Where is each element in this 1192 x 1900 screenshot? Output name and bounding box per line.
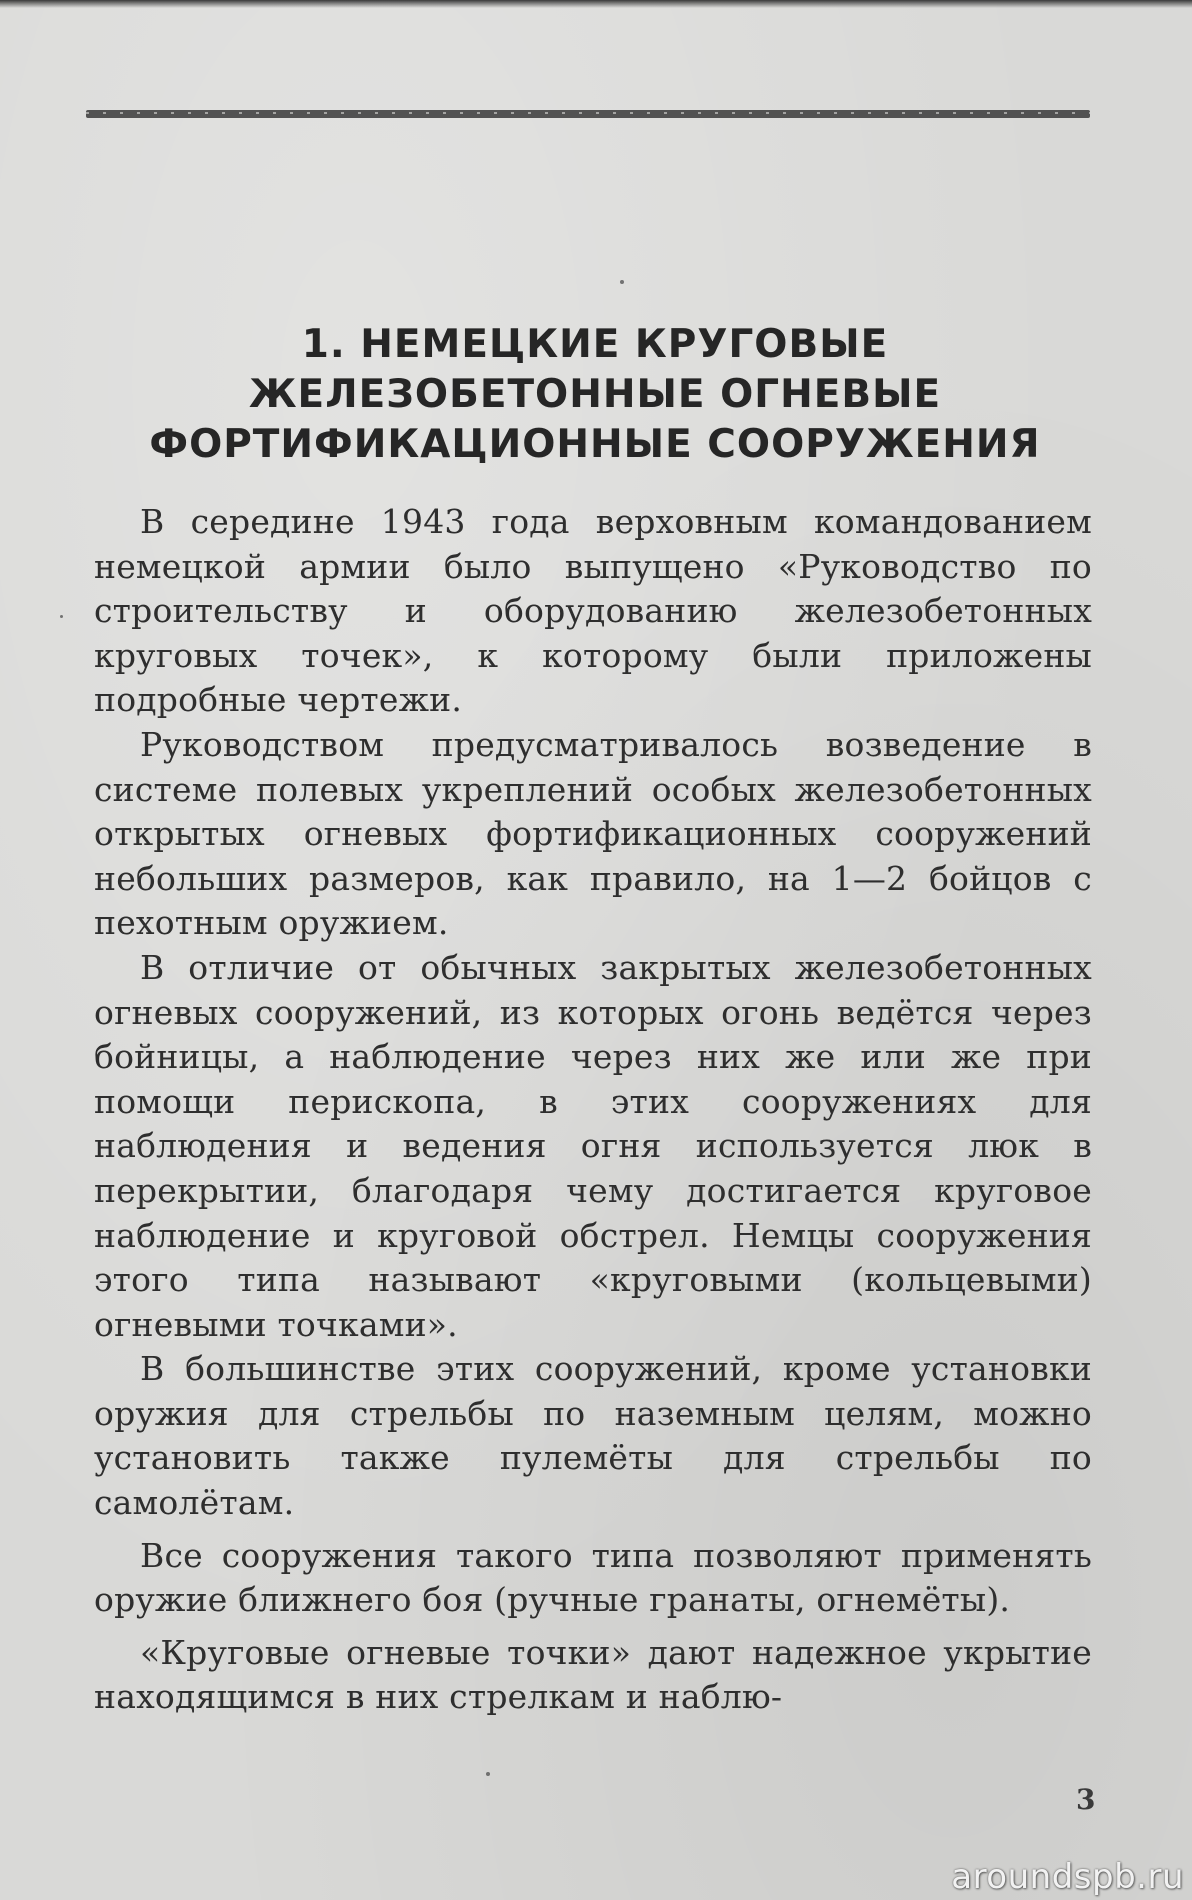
paragraph-6: «Круговые огневые точки» дают надежное укрытие находящимся в них стрелкам и наблю- [94, 1632, 1092, 1717]
heading-line-3: ФОРТИФИКАЦИОННЫЕ СООРУЖЕНИЯ [149, 422, 1041, 467]
heading-line-1: 1. НЕМЕЦКИЕ КРУГОВЫЕ [301, 322, 889, 367]
body-text [94, 500, 1092, 1720]
paragraph-1: В середине 1943 года верховным командованием немецкой армии было выпущено «Руководство по строительству и оборудованию железобетонных круговых точек», к которому были приложены подробные чертежи. [94, 502, 1092, 720]
page-number: 3 [1076, 1783, 1096, 1816]
page-top-edge [0, 0, 1192, 8]
paragraph-2: Руководством предусматривалось возведение в системе полевых укреплений особых железобетонных открытых огневых фортификационных сооружений небольших размеров, как правило, на 1—2 бойцов с пехотным оружием. [94, 724, 1092, 943]
print-speck [486, 1772, 490, 1776]
watermark: aroundspb.ru [951, 1857, 1184, 1897]
print-speck [620, 280, 624, 284]
header-rule [86, 110, 1090, 118]
paragraph-5: Все сооружения такого типа позволяют применять оружие ближнего боя (ручные гранаты, огнемёты). [94, 1535, 1092, 1620]
paragraph-4: В большинстве этих сооружений, кроме установки оружия для стрельбы по наземным целям, можно установить также пулемёты для стрельбы по самолётам. [94, 1349, 1092, 1523]
print-speck [60, 615, 63, 618]
heading-line-2: ЖЕЛЕЗОБЕТОННЫЕ ОГНЕВЫЕ [248, 372, 942, 417]
paragraph-3: В отличие от обычных закрытых железобетонных огневых сооружений, из которых огонь ведётся через бойницы, а наблюдение через них же или же при помощи перископа, в этих сооружениях для наблюдения и ведения огня используется люк в перекрытии, благодаря чему достигается круговое наблюдение и круговой обстрел. Немцы сооружения этого типа называют «круговыми (кольцевыми) огневыми точками». [94, 947, 1092, 1344]
chapter-heading [100, 320, 1090, 470]
